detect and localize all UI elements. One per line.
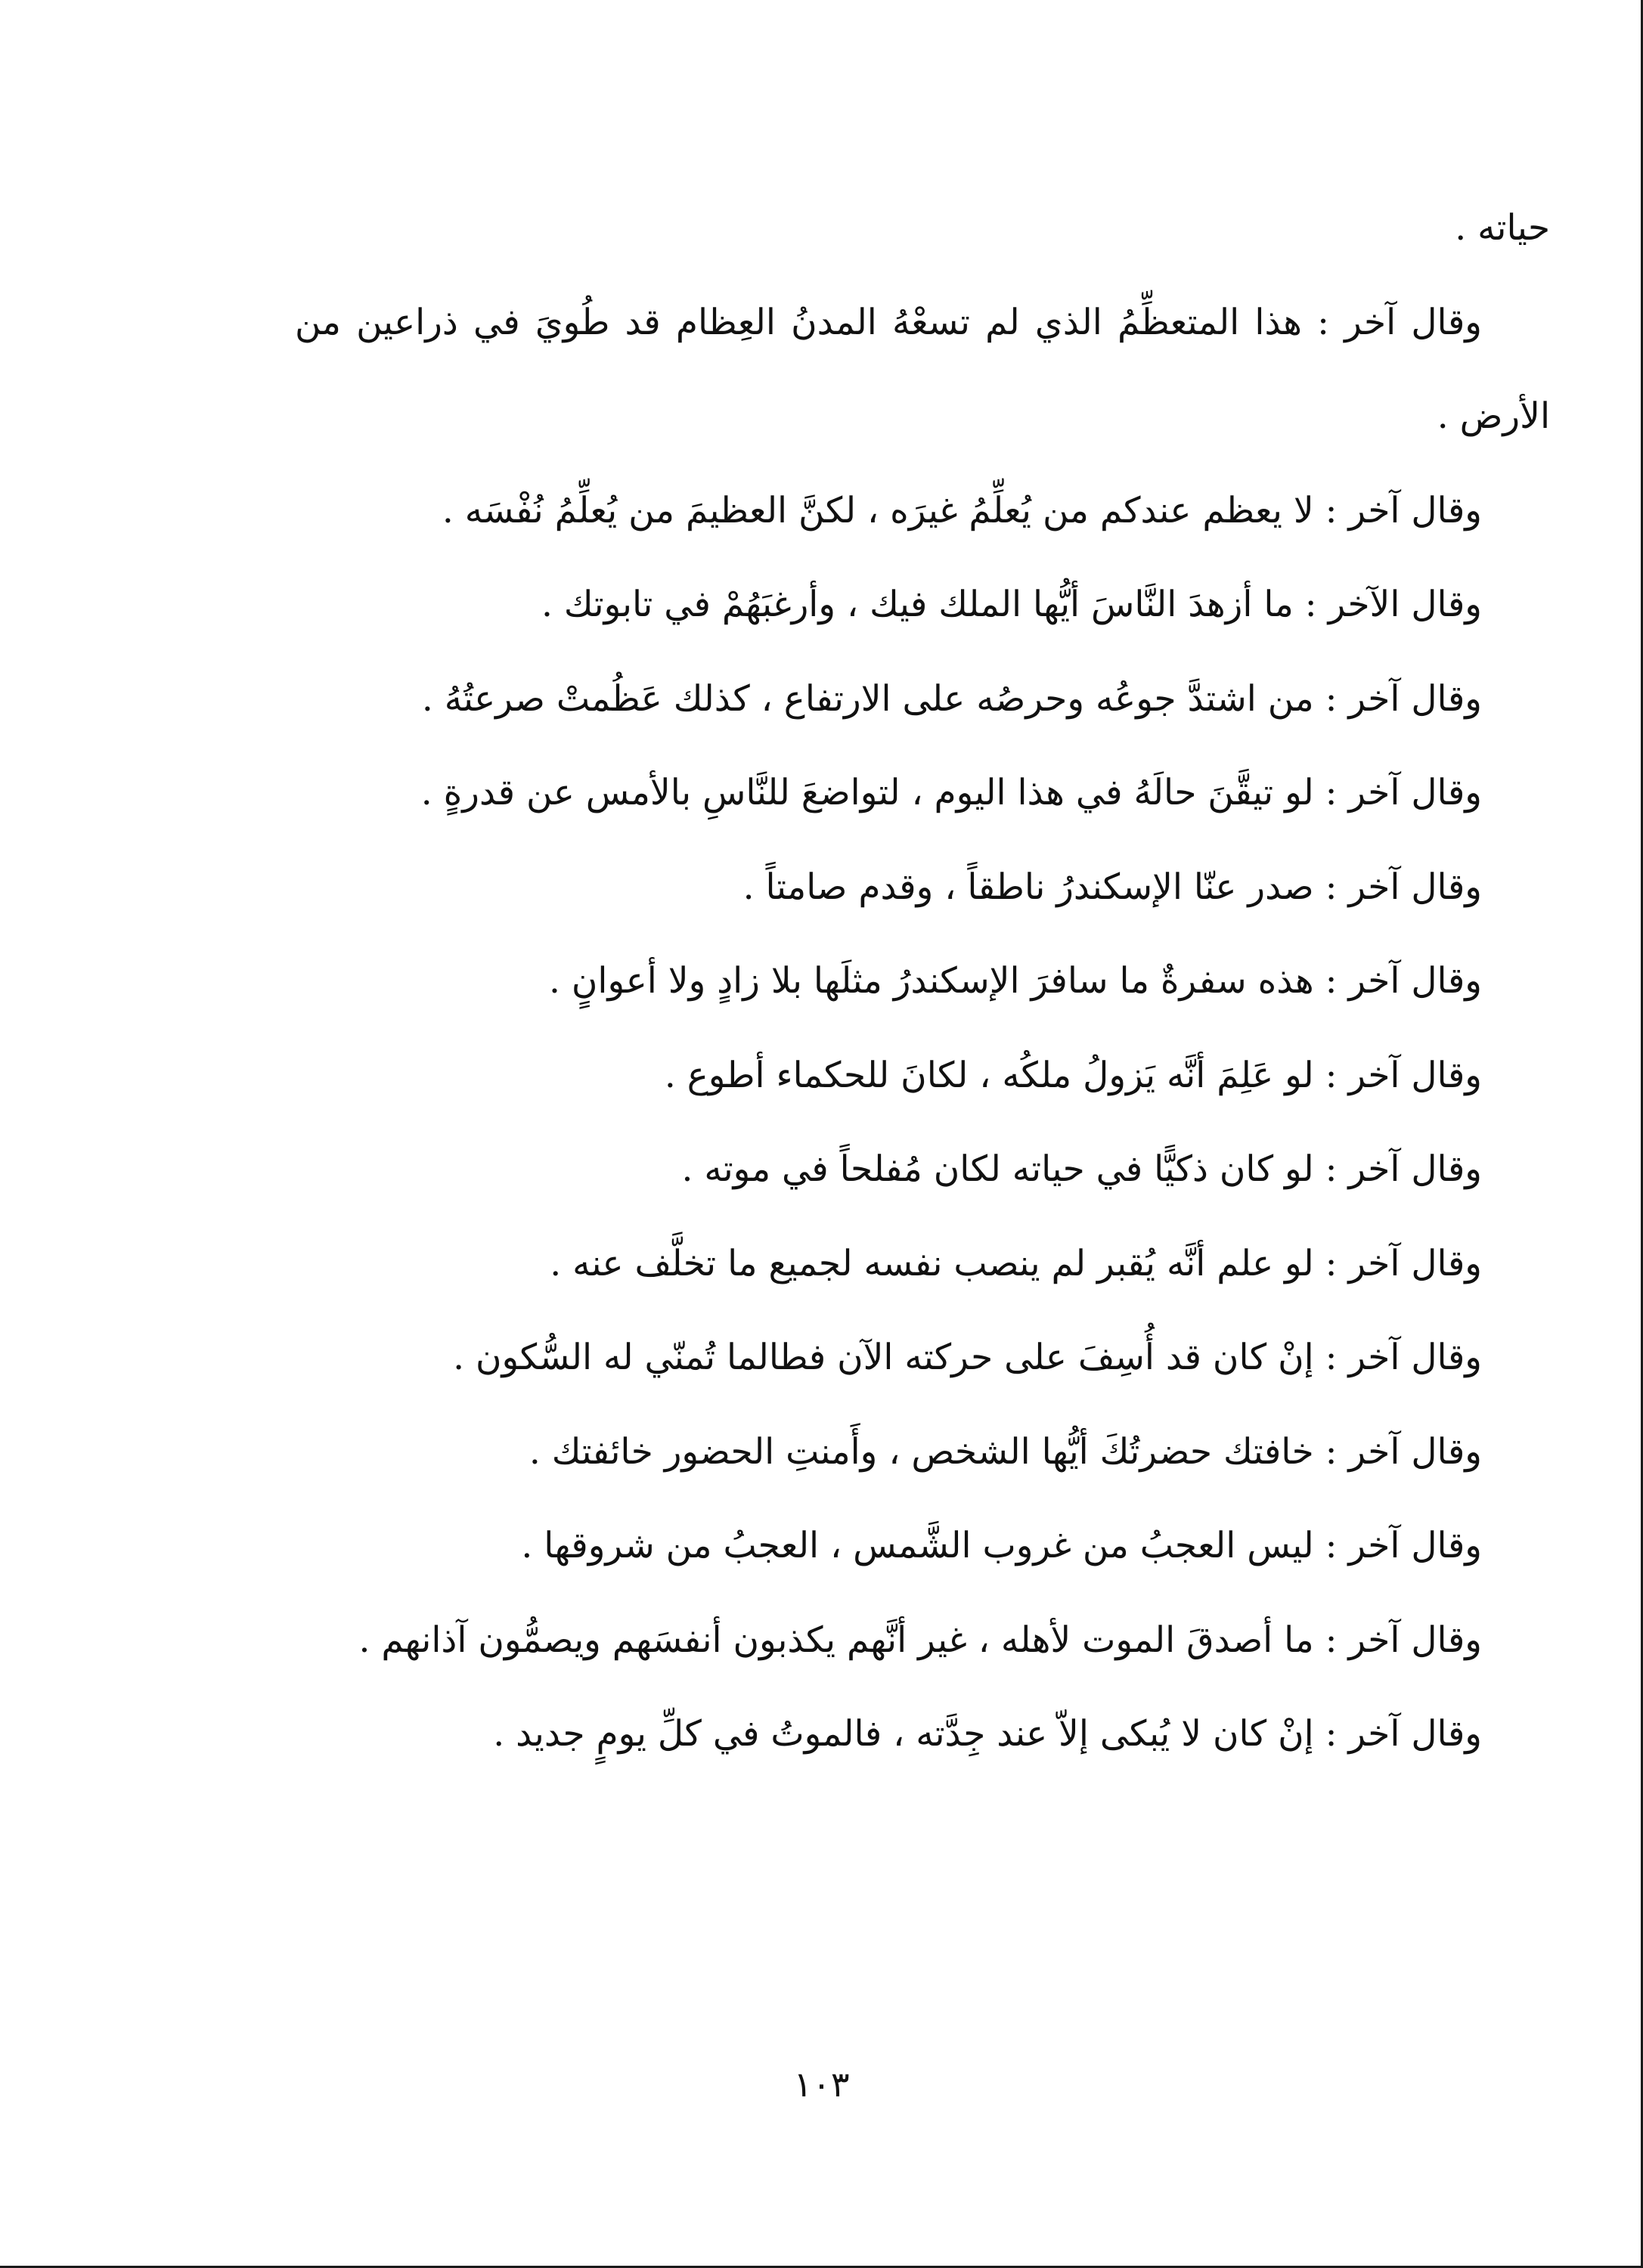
paragraph: وقال الآخر : ما أزهدَ النَّاسَ أيُّها الملك فيك ، وأرغبَهُمْ في تابوتك . — [541, 584, 1482, 625]
paragraph: وقال آخر : إنْ كان قد أُسِفَ على حركته الآن فطالما تُمنّي له السُّكون . — [453, 1337, 1482, 1378]
paragraph: وقال آخر : لو علم أنَّه يُقبر لم ينصب نفسه لجميع ما تخلَّف عنه . — [550, 1242, 1482, 1284]
paragraph: وقال آخر : ما أصدقَ الموت لأهله ، غير أنَّهم يكذبون أنفسَهم ويصمُّون آذانهم . — [358, 1619, 1482, 1661]
paragraph: وقال آخر : لو كان ذكيًّا في حياته لكان مُفلحاً في موته . — [681, 1148, 1482, 1190]
paragraph: وقال آخر : لو تيقَّنَ حالَهُ في هذا اليوم ، لتواضعَ للنَّاسِ بالأمس عن قدرةٍ . — [420, 772, 1482, 813]
page-number: ١٠٣ — [793, 2064, 850, 2105]
body-text — [295, 181, 1550, 1782]
paragraph: وقال آخر : هذا المتعظِّمُ الذي لم تسعْهُ المدنُ العِظام قد طُويَ في ذراعين من الأرض . — [295, 301, 1550, 437]
paragraph: وقال آخر : لا يعظم عندكم من يُعلِّمُ غيرَه ، لكنَّ العظيمَ من يُعلِّمُ نُفْسَه . — [442, 489, 1482, 531]
paragraph: وقال آخر : إنْ كان لا يُبكى إلاّ عند جِدَّته ، فالموتُ في كلِّ يومٍ جديد . — [493, 1713, 1482, 1755]
paragraph: وقال آخر : لو عَلِمَ أنَّه يَزولُ ملكُه ، لكانَ للحكماء أطوع . — [664, 1054, 1482, 1096]
paragraph: وقال آخر : صدر عنّا الإسكندرُ ناطقاً ، وقدم صامتاً . — [742, 866, 1482, 908]
paragraph: وقال آخر : خافتك حضرتُكَ أيُّها الشخص ، وأَمنتِ الحضور خائفتك . — [529, 1430, 1482, 1473]
paragraph-continuation: حياته . — [1455, 207, 1550, 249]
paragraph: وقال آخر : ليس العجبُ من غروب الشَّمس ، العجبُ من شروقها . — [521, 1525, 1482, 1566]
paragraph: وقال آخر : هذه سفرةٌ ما سافرَ الإسكندرُ مثلَها بلا زادٍ ولا أعوانٍ . — [549, 960, 1482, 1002]
paragraph: وقال آخر : من اشتدَّ جوعُه وحرصُه على الارتفاع ، كذلك عَظُمتْ صرعتُهُ . — [421, 677, 1482, 720]
